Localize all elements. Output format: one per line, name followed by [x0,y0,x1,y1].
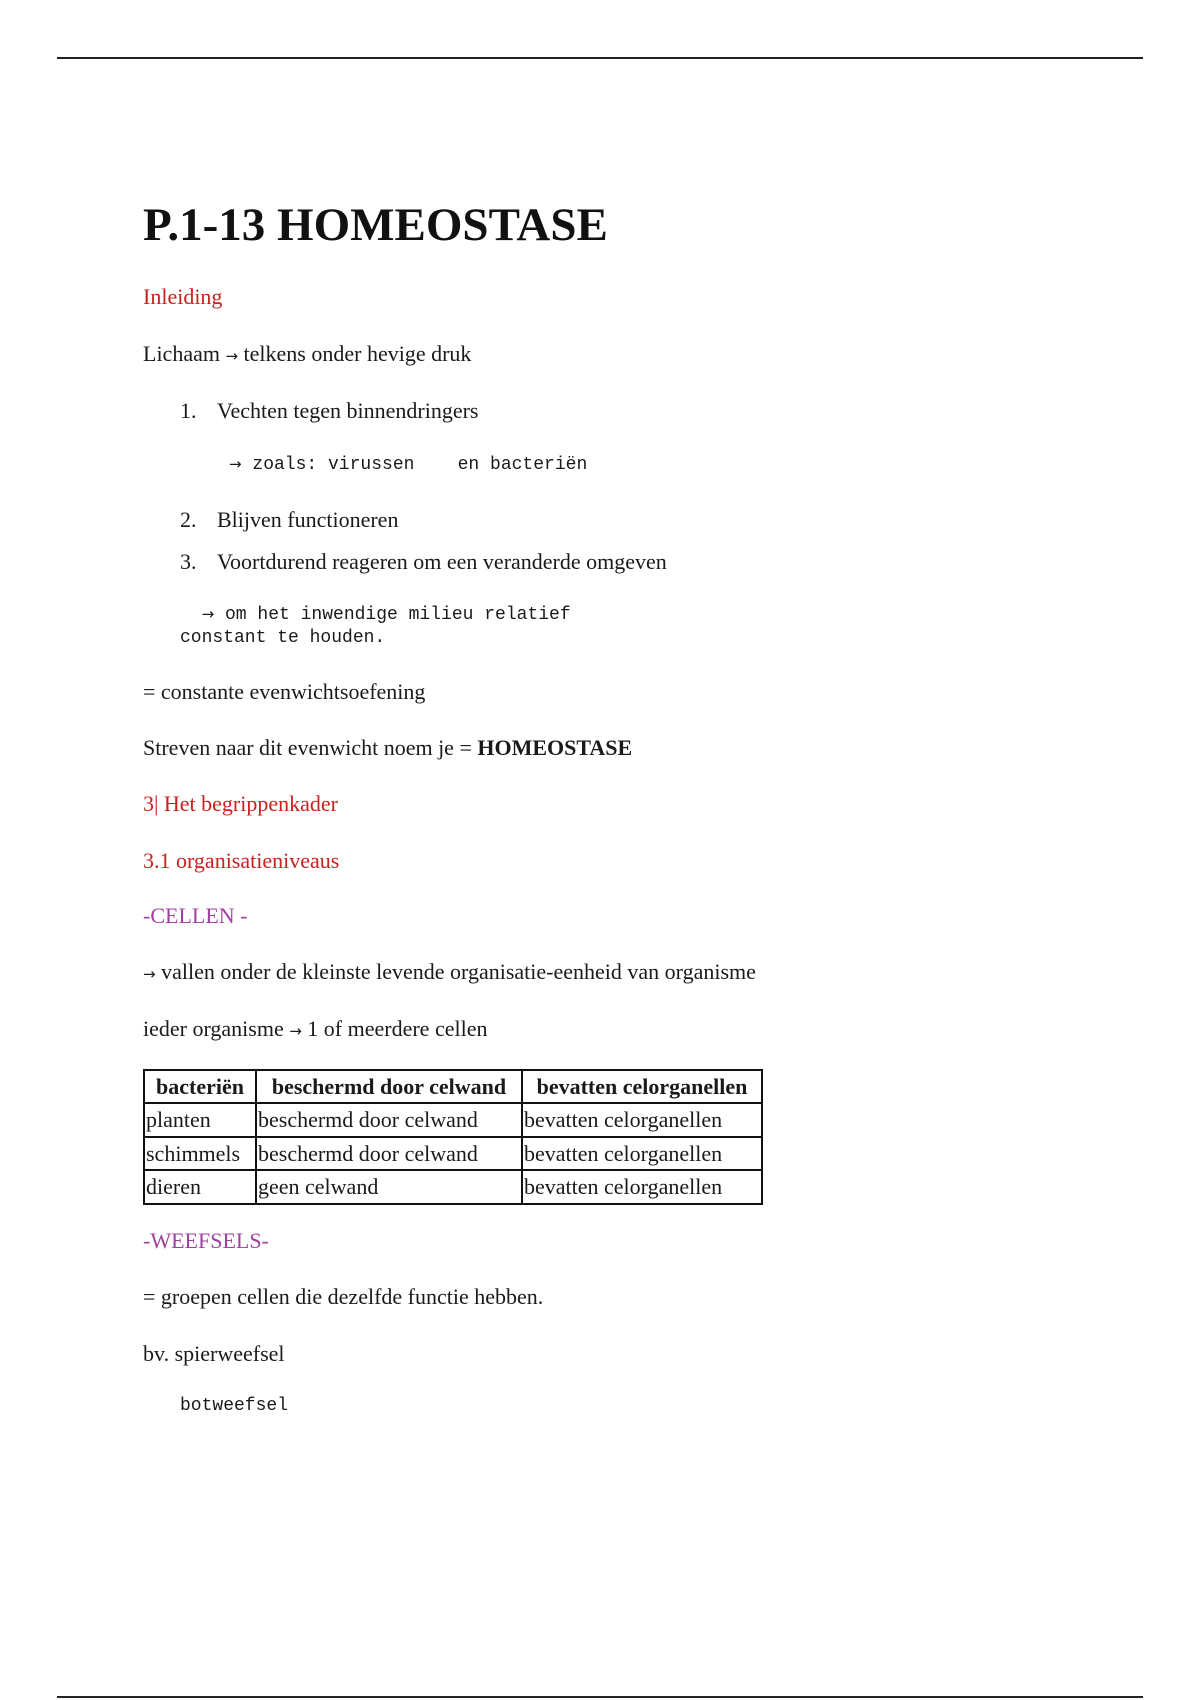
evenwicht-line: = constante evenwichtsoefening [143,679,426,704]
table-cell: planten [144,1103,256,1136]
page-title: P.1-13 HOMEOSTASE [143,199,608,251]
weefsels-definition: = groepen cellen die dezelfde functie hebben. [143,1284,544,1309]
list-item-1 [180,398,478,424]
streven-line [143,735,632,761]
list-item-3 [180,549,667,575]
heading-organisatieniveaus: 3.1 organisatieniveaus [143,848,340,873]
table-cell: schimmels [144,1137,256,1170]
table-row [144,1137,762,1170]
arrow-icon: → [289,1022,302,1040]
arrow-icon: → [201,605,215,623]
list-number: 1. [180,398,197,423]
weefsels-example: bv. spierweefsel [143,1341,285,1366]
list-text: Voortdurend reageren om een veranderde omgeven [217,549,667,574]
list-number: 2. [180,507,197,532]
weefsels-example-2: botweefsel [180,1396,289,1416]
table-cell: bevatten celorganellen [522,1137,762,1170]
intro-druk: telkens onder hevige druk [243,341,472,366]
note-virussen [229,454,587,477]
list-text: Vechten tegen binnendringers [217,398,479,423]
heading-weefsels: -WEEFSELS- [143,1228,269,1253]
note-line-1: → om het inwendige milieu relatief [201,605,571,625]
heading-cellen: -CELLEN - [143,903,248,928]
list-number: 3. [180,549,197,574]
table-header-cell: beschermd door celwand [256,1070,522,1103]
table-cell: dieren [144,1170,256,1203]
note-line-2: constant te houden. [180,627,386,648]
header-rule [57,57,1143,59]
arrow-icon: → [225,347,239,365]
table-cell: geen celwand [256,1170,522,1203]
heading-inleiding: Inleiding [143,284,223,309]
list-item-2 [180,507,398,533]
cellen-line-1: → vallen onder de kleinste levende organisatie-eenheid van organisme [143,959,756,984]
table-header-cell: bacteriën [144,1070,256,1103]
arrow-icon: → [143,965,156,983]
table-header-cell: bevatten celorganellen [522,1070,762,1103]
heading-begrippenkader: 3| Het begrippenkader [143,791,338,816]
table-header-row [144,1070,762,1103]
intro-lichaam: Lichaam [143,341,220,366]
note-milieu [180,604,571,649]
intro-line [143,341,471,367]
table-cell: beschermd door celwand [256,1137,522,1170]
list-text: Blijven functioneren [217,507,399,532]
table-row [144,1103,762,1136]
cell-types-table [143,1069,763,1205]
footer-rule [57,1696,1143,1698]
table-row [144,1170,762,1203]
homeostase-term: HOMEOSTASE [477,735,633,760]
cellen-line-2: ieder organisme → 1 of meerdere cellen [143,1016,488,1041]
table-cell: bevatten celorganellen [522,1103,762,1136]
note-text: zoals: virussen en bacteriën [252,455,588,475]
streven-text: Streven naar dit evenwicht noem je = [143,735,478,760]
arrow-icon: → [229,455,242,473]
table-cell: bevatten celorganellen [522,1170,762,1203]
table-cell: beschermd door celwand [256,1103,522,1136]
